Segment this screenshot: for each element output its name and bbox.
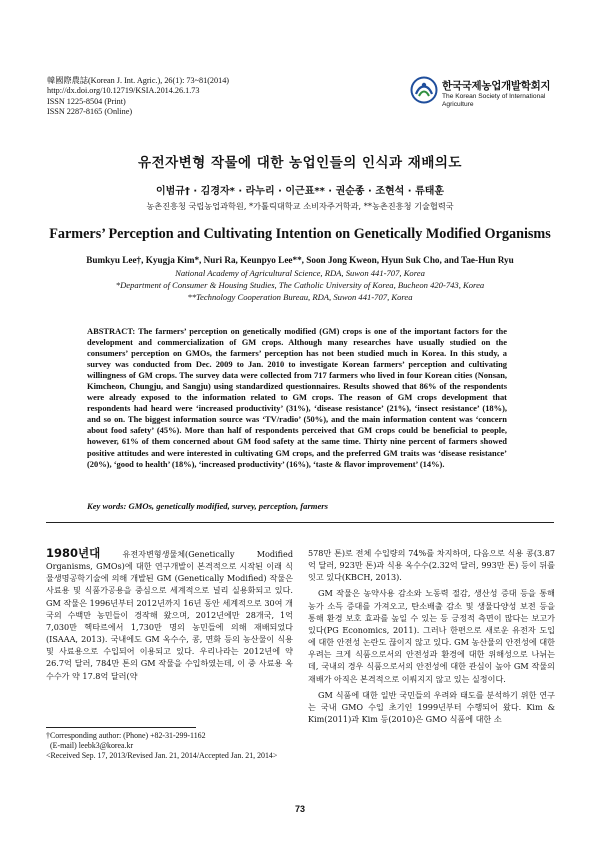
received-dates: <Received Sep. 17, 2013/Revised Jan. 21, 2014/Accepted Jan. 21, 2014> (46, 751, 278, 761)
body-lead-word: 1980년대 (46, 546, 101, 560)
doi-link[interactable]: http://dx.doi.org/10.12719/KSIA.2014.26.1.73 (47, 86, 200, 96)
affiliation-korean: 농촌진흥청 국립농업과학원, *가톨릭대학교 소비자주거학과, **농촌진흥청 기술협력국 (146, 201, 454, 211)
authors-english: Bumkyu Lee†, Kyugja Kim*, Nuri Ra, Keunpyo Lee**, Soon Jong Kweon, Hyun Suk Cho, and Tae-Hun Ryu (86, 255, 514, 265)
title-korean: 유전자변형 작물에 대한 농업인들의 인식과 재배의도 (138, 155, 462, 171)
page-number: 73 (294, 804, 305, 814)
body-paragraph: GM 식품에 대한 일반 국민들의 우려와 태도를 분석하기 위한 연구는 국내 GMO 수입 초기인 1999년부터 수행되어 왔다. Kim & Kim(2011)과 Kim 등(2010)은 GMO 식품에 대한 소 (308, 689, 555, 725)
footnote-divider (46, 727, 196, 728)
section-divider (46, 522, 554, 523)
journal-citation: 韓國際農誌(Korean J. Int. Agric.), 26(1): 73~81(2014) (47, 76, 230, 85)
affiliation-english-2: *Department of Consumer & Housing Studies, The Catholic University of Korea, Bucheon 420-743, Korea (115, 280, 485, 290)
body-right-column (308, 547, 555, 725)
body-left-column (46, 547, 293, 682)
society-logo (410, 76, 560, 120)
society-name-english: The Korean Society of International Agriculture (442, 93, 546, 108)
issn-online: ISSN 2287-8165 (Online) (47, 107, 133, 117)
keywords: Key words: GMOs, genetically modified, survey, perception, farmers (87, 501, 328, 511)
body-paragraph: 578만 톤)로 전체 수입량의 74%를 차지하며, 다음으로 식용 콩(3.87억 달러, 923만 톤)과 식용 옥수수(2.32억 달러, 993만 톤) 등이 뒤를 잇고 있다(KBCH, 2013). (308, 548, 555, 583)
body-left-text: 유전자변형생물체(Genetically Modified Organisms, GMOs)에 대한 연구개발이 본격적으로 시작된 이래 식물생명공학기술에 의해 개발된 GM (Genetically Modified) 작물은 사료용 및 식품가공용을 중심으로 세계적으로 널리 실용화되고 있다. GM 작물은 1996년부터 2012년까지 16년 동안 세계적으로 30여 개국의 수백만 농민들이 경작해 왔으며, 2012년에만 28개국, 1억 7,030만 헥타르에서 1,730만 명의 농민들에 의해 재배되었다(ISAAA, 2013). 국내에도 GM 옥수수, 콩, 면화 등의 농산물이 식용 및 사료용으로 수입되어 이용되고 있다. 우리나라는 2012년에 약 26.7억 달러, 784만 톤의 GM 작물을 수입하였는데, 이 중 사료용 옥수수가 약 17.8억 달러(약 (46, 549, 293, 681)
abstract: ABSTRACT: The farmers’ perception on genetically modified (GM) crops is one of the important factors for the development and commercialization of GM crops. Although many researches have usually studied on the consumers’ perception on GMOs, the farmers’ perception has not been studied much in Korea. In this study, a survey was conducted from Dec. 2009 to Jan. 2010 to investigate Korean farmers’ perception and cultivating willingness of GM crops. The survey data were collected from 717 farmers who lived in four Korean cities (Nonsan, Kimcheon, Chungju, and Sangju) using standardized questionnaires. Results showed that 86% of the respondents were already exposed to the information related to GM crops. The reason of GM crops development that respondents had heard were ‘increased productivity’ (31%), ‘disease resistance’ (21%), ‘insect resistance’ (18%), and so on. The biggest information source was ‘TV/radio’ (50%), and the main information content was ‘concern about food safety’ (45%). More than half of respondents perceived that GM crops could be beneficial to people, however, 61% of them concerned about GM food safety at the same time. Thirty nine percent of farmers showed positive attitudes and were interested in cultivating GM crops, and the preferred GM traits was ‘disease resistance’ (20%), ‘good to health’ (18%), ‘increased productivity’ (16%), ‘taste & flavor improvement’ (14%). (87, 326, 507, 469)
title-english: Farmers’ Perception and Cultivating Intention on Genetically Modified Organisms (49, 226, 551, 242)
affiliation-english-1: National Academy of Agricultural Science, RDA, Suwon 441-707, Korea (175, 268, 425, 278)
body-paragraph (46, 547, 293, 682)
issn-print: ISSN 1225-8504 (Print) (47, 96, 126, 106)
affiliation-english-3: **Technology Cooperation Bureau, RDA, Suwon 441-707, Korea (187, 292, 413, 302)
society-name-korean: 한국국제농업개발학회지 (442, 80, 551, 92)
body-paragraph: GM 작물은 농약사용 감소와 노동력 절감, 생산성 증대 등을 통해 농가 소득 증대를 가져오고, 탄소배출 감소 및 생물다양성 보전 등을 통해 환경 보호 효과를 높일 수 있는 등 긍정적 측면이 많다는 보고가 있다(PG Economics, 2011). 그러나 한편으로 새로운 유전자 도입에 대한 안전성 논란도 끊이지 않고 있다. GM 농산물의 안전성에 대한 우려는 크게 식품으로서의 안전성과 환경에 대한 위해성으로 나뉘는데, 국내의 경우 식품으로서의 안전성에 대한 관심이 높아 GM 작물의 재배가 아직은 본격적으로 이뤄지지 않고 있는 실정이다. (308, 588, 555, 684)
corresponding-author: †Corresponding author: (Phone) +82-31-299-1162 (46, 731, 206, 740)
author-email[interactable]: (E-mail) leebk3@korea.kr (50, 741, 134, 751)
society-emblem-icon (410, 76, 438, 104)
footnotes (46, 731, 306, 762)
authors-korean: 이범규† · 김경자* · 라누리 · 이근표** · 권순종 · 조현석 · 류태훈 (155, 186, 445, 197)
journal-header (47, 76, 229, 118)
